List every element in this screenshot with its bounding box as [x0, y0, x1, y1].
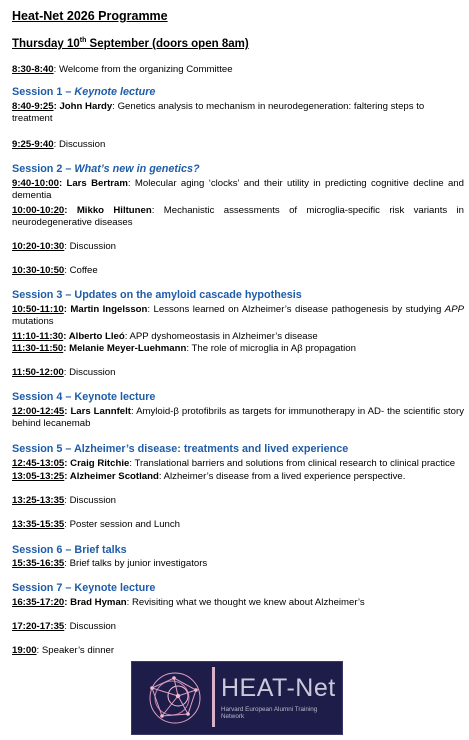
talk-title: : Lessons learned on Alzheimer’s disease pathogenesis by studying [147, 304, 445, 315]
talk-lleo [12, 331, 464, 343]
brief-talks [12, 558, 464, 570]
talk-title: : APP dyshomeostasis in Alzheimer’s disease [124, 331, 318, 342]
brain-network-icon [144, 668, 206, 728]
discussion-5 [12, 495, 464, 507]
speaker: : Lars Lannfelt [64, 406, 131, 417]
talk-title: : The role of microglia in Aβ propagation [186, 343, 356, 354]
time-slot: 10:20-10:30 [12, 241, 65, 252]
logo-name: HEAT-Net [221, 674, 336, 702]
talk-title: : Alzheimer’s disease from a lived experience perspective. [158, 471, 406, 482]
time-slot: 9:40-10:00 [12, 178, 59, 189]
logo-divider [212, 667, 215, 727]
day-heading [12, 37, 249, 50]
time-slot: 11:30-11:50 [12, 343, 64, 354]
item-text: : Speaker’s dinner [36, 645, 115, 656]
time-slot: 10:30-10:50 [12, 265, 65, 276]
speaker: : Alberto Lleó [63, 331, 125, 342]
item-text: : Discussion [64, 241, 116, 252]
time-slot: 10:50-11:10 [12, 304, 64, 315]
item-text: : Discussion [64, 495, 116, 506]
talk-bertram [12, 178, 464, 203]
speaker: : Brad Hyman [64, 597, 127, 608]
speaker: : Mikko Hiltunen [64, 205, 152, 216]
talk-title: : Translational barriers and solutions from clinical research to clinical practice [129, 458, 456, 469]
talk-hiltunen [12, 205, 464, 230]
session-4-heading: Session 4 – Keynote lecture [12, 391, 156, 403]
item-text: : Discussion [53, 139, 106, 150]
speaker: : Martin Ingelsson [63, 304, 148, 315]
discussion-7 [12, 621, 464, 633]
session-prefix: Session 2 – [12, 163, 75, 175]
coffee-break [12, 265, 464, 277]
time-slot: 11:10-11:30 [12, 331, 64, 342]
session-5-heading: Session 5 – Alzheimer’s disease: treatments and lived experience [12, 443, 349, 455]
session-2-heading [12, 163, 200, 175]
time-slot: 13:35-15:35 [12, 519, 65, 530]
speakers-dinner [12, 645, 464, 657]
time-slot: 19:00 [12, 645, 37, 656]
time-slot: 15:35-16:35 [12, 558, 65, 569]
time-slot: 8:30-8:40 [12, 64, 54, 75]
item-text: : Discussion [63, 367, 116, 378]
talk-meyer-luehmann [12, 343, 464, 355]
item-text: : Discussion [64, 621, 116, 632]
talk-hyman [12, 597, 464, 609]
page-title: Heat-Net 2026 Programme [12, 9, 168, 23]
day-ordinal: th [79, 37, 87, 44]
talk-title-end: mutations [12, 316, 54, 328]
gene-name: APP [444, 304, 464, 315]
time-slot: 12:45-13:05 [12, 458, 65, 469]
talk-alzheimer-scotland [12, 471, 464, 483]
session-prefix: Session 1 – [12, 86, 75, 98]
heat-net-logo [131, 661, 343, 735]
speaker: : Lars Bertram [58, 178, 128, 189]
item-text: : Coffee [64, 265, 98, 276]
time-slot: 13:25-13:35 [12, 495, 65, 506]
talk-hardy [12, 101, 464, 126]
talk-ingelsson [12, 304, 464, 329]
talk-title: : Amyloid-β protofibrils as targets for immunotherapy in AD- the scientific story behind lecanemab [12, 406, 464, 430]
discussion-1 [12, 139, 464, 151]
time-slot: 9:25-9:40 [12, 139, 54, 150]
talk-title: : Revisiting what we thought we knew about Alzheimer’s [126, 597, 365, 608]
time-slot: 10:00-10:20 [12, 205, 65, 216]
talk-title: : Mechanistic assessments of microglia-specific risk variants in neurodegenerative diseases [12, 205, 464, 229]
session-title: What’s new in genetics? [74, 163, 200, 175]
item-text: : Brief talks by junior investigators [64, 558, 208, 569]
session-6-heading: Session 6 – Brief talks [12, 544, 127, 556]
day-note: September (doors open 8am) [86, 37, 249, 50]
discussion-2 [12, 241, 464, 253]
day-date: Thursday 10 [12, 37, 80, 50]
time-slot: 12:00-12:45 [12, 406, 65, 417]
talk-title: : Genetics analysis to mechanism in neurodegeneration: faltering steps to treatment [12, 101, 425, 125]
speaker: : Alzheimer Scotland [64, 471, 159, 482]
talk-ritchie [12, 458, 464, 470]
session-1-heading [12, 86, 155, 98]
session-3-heading: Session 3 – Updates on the amyloid cascade hypothesis [12, 289, 302, 301]
time-slot: 16:35-17:20 [12, 597, 65, 608]
speaker: : Melanie Meyer-Luehmann [63, 343, 187, 354]
discussion-3 [12, 367, 464, 379]
item-text: : Poster session and Lunch [64, 519, 181, 530]
item-text: : Welcome from the organizing Committee [53, 64, 233, 75]
time-slot: 13:05-13:25 [12, 471, 65, 482]
speaker: : Craig Ritchie [64, 458, 130, 469]
talk-title: : Molecular aging ‘clocks’ and their utility in predicting cognitive decline and dementia [12, 178, 464, 202]
talk-lannfelt [12, 406, 464, 431]
time-slot: 8:40-9:25 [12, 101, 54, 112]
time-slot: 17:20-17:35 [12, 621, 65, 632]
session-7-heading: Session 7 – Keynote lecture [12, 582, 156, 594]
time-slot: 11:50-12:00 [12, 367, 64, 378]
welcome-item [12, 64, 464, 76]
session-title: Keynote lecture [74, 86, 156, 98]
poster-lunch [12, 519, 464, 531]
logo-tagline: Harvard European Alumni Training Network [221, 706, 318, 720]
speaker: : John Hardy [53, 101, 113, 112]
